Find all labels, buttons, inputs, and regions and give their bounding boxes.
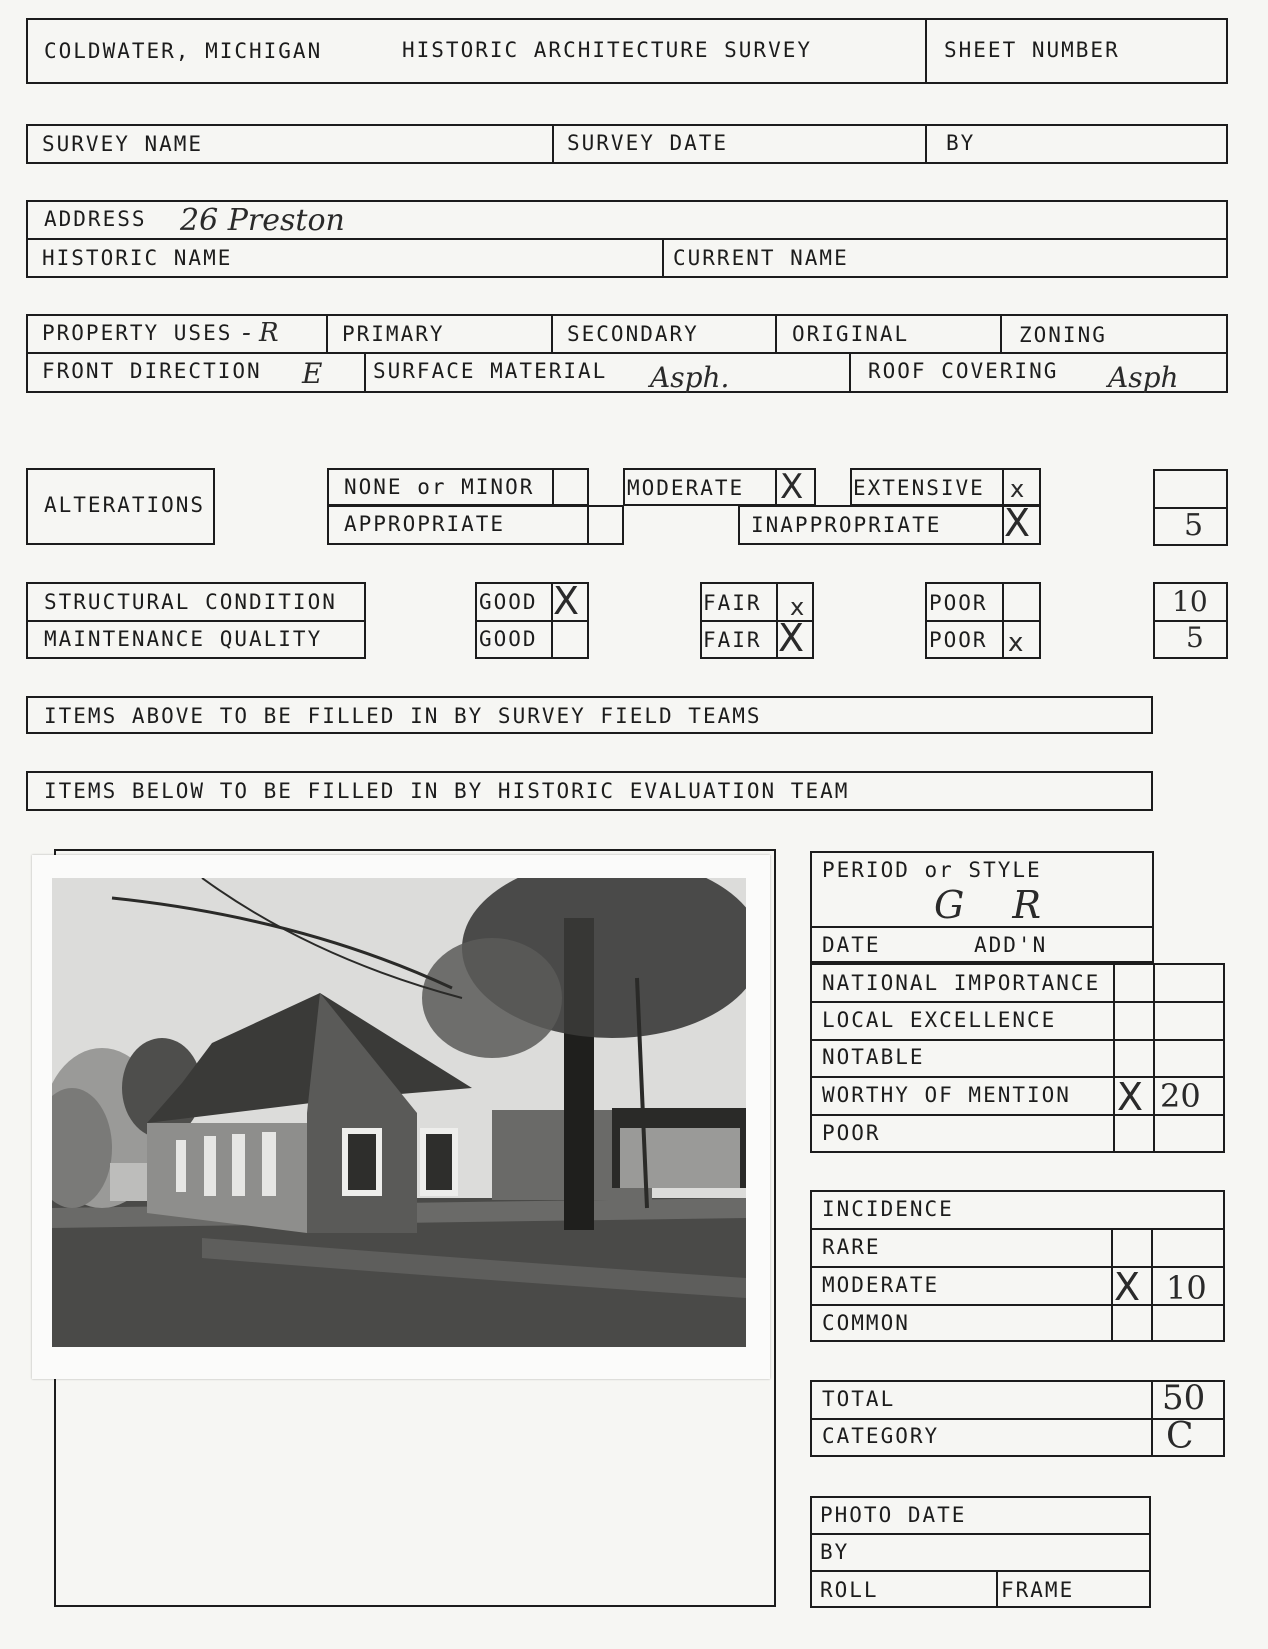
maintenance-fair-mark: X — [778, 616, 805, 660]
survey-divider-1 — [552, 124, 554, 164]
incidence-label: INCIDENCE — [822, 1197, 954, 1221]
structural-fair-label: FAIR — [703, 591, 762, 615]
sheet-number-label: SHEET NUMBER — [944, 38, 1120, 62]
survey-name-label: SURVEY NAME — [42, 132, 204, 156]
totals-col — [1151, 1380, 1153, 1457]
structural-good-label: GOOD — [479, 590, 538, 614]
historic-name-label: HISTORIC NAME — [42, 246, 233, 270]
totals-divider — [810, 1418, 1225, 1420]
items-below-note: ITEMS BELOW TO BE FILLED IN BY HISTORIC EVALUATION TEAM — [44, 779, 850, 803]
maintenance-good-label: GOOD — [479, 627, 538, 651]
address-label: ADDRESS — [44, 207, 147, 231]
city-label: COLDWATER, MICHIGAN — [44, 39, 323, 63]
moderate-mark: X — [780, 467, 804, 507]
condition-label-divider — [26, 620, 366, 622]
primary-label: PRIMARY — [342, 322, 445, 346]
property-col-1 — [326, 314, 328, 352]
maintenance-score: 5 — [1186, 621, 1204, 654]
appropriate-checkbox-divider — [587, 505, 589, 545]
property-col-6 — [849, 352, 851, 393]
maintenance-poor-label: POOR — [929, 628, 988, 652]
maintenance-quality-label: MAINTENANCE QUALITY — [44, 627, 323, 651]
total-label: TOTAL — [822, 1387, 896, 1411]
inappropriate-mark: X — [1004, 501, 1031, 545]
roll-label: ROLL — [820, 1578, 879, 1602]
local-excellence-label: LOCAL EXCELLENCE — [822, 1008, 1057, 1032]
maintenance-fair-label: FAIR — [703, 628, 762, 652]
survey-date-label: SURVEY DATE — [567, 131, 729, 155]
structural-score: 10 — [1172, 585, 1208, 618]
photo-date-label: PHOTO DATE — [820, 1503, 967, 1527]
property-col-2 — [551, 314, 553, 352]
structural-condition-label: STRUCTURAL CONDITION — [44, 590, 337, 614]
property-uses-label: PROPERTY USES — [42, 321, 233, 345]
property-col-5 — [364, 352, 366, 393]
moderate-checkbox-divider — [775, 468, 777, 506]
category-value: C — [1166, 1416, 1194, 1457]
incidence-check-col — [1111, 1228, 1113, 1342]
current-name-label: CURRENT NAME — [673, 246, 849, 270]
incidence-moderate-label: MODERATE — [822, 1273, 940, 1297]
roof-covering-label: ROOF COVERING — [868, 359, 1059, 383]
maintenance-poor-mark: x — [1008, 628, 1024, 658]
property-uses-value: - R — [242, 318, 279, 348]
worthy-of-mention-label: WORTHY OF MENTION — [822, 1083, 1071, 1107]
extensive-label: EXTENSIVE — [853, 476, 985, 500]
none-minor-checkbox-divider — [552, 468, 554, 506]
importance-check-col — [1113, 963, 1115, 1153]
poor-rating-label: POOR — [822, 1121, 881, 1145]
incidence-moderate-score: 10 — [1166, 1269, 1207, 1307]
front-direction-label: FRONT DIRECTION — [42, 359, 262, 383]
property-divider — [26, 352, 1228, 354]
importance-row-2 — [810, 1039, 1225, 1041]
period-label: PERIOD or STYLE — [822, 858, 1042, 882]
address-divider — [26, 238, 1228, 240]
national-importance-label: NATIONAL IMPORTANCE — [822, 971, 1101, 995]
survey-divider-2 — [925, 124, 927, 164]
worthy-mark: X — [1117, 1075, 1144, 1119]
header-divider — [925, 18, 927, 84]
address-value: 26 Preston — [180, 203, 345, 238]
survey-by-label: BY — [946, 131, 976, 155]
roof-covering-value: Asph — [1108, 361, 1179, 394]
incidence-moderate-mark: X — [1114, 1265, 1141, 1309]
addn-label: ADD'N — [974, 933, 1048, 957]
surface-material-label: SURFACE MATERIAL — [373, 359, 608, 383]
incidence-score-col — [1151, 1228, 1153, 1342]
appropriate-label: APPROPRIATE — [344, 512, 506, 536]
structural-fair-mark: x — [790, 593, 805, 621]
form-title: HISTORIC ARCHITECTURE SURVEY — [402, 38, 813, 62]
house-photo — [52, 878, 746, 1347]
frame-label: FRAME — [1001, 1578, 1075, 1602]
none-minor-label: NONE or MINOR — [344, 475, 535, 499]
structural-poor-label: POOR — [929, 591, 988, 615]
property-col-3 — [775, 314, 777, 352]
incidence-row-2 — [810, 1304, 1225, 1306]
name-divider — [662, 238, 664, 278]
common-label: COMMON — [822, 1311, 910, 1335]
category-label: CATEGORY — [822, 1424, 940, 1448]
alterations-score: 5 — [1184, 508, 1204, 543]
incidence-header-divider — [810, 1228, 1225, 1230]
poor-checkbox-divider — [1002, 582, 1004, 659]
total-value: 50 — [1162, 1378, 1206, 1418]
moderate-label: MODERATE — [627, 476, 745, 500]
photo-info-row-1 — [810, 1533, 1151, 1535]
worthy-score: 20 — [1160, 1077, 1201, 1115]
items-above-note: ITEMS ABOVE TO BE FILLED IN BY SURVEY FIELD TEAMS — [44, 704, 762, 728]
photo-by-label: BY — [820, 1540, 850, 1564]
poor-divider — [925, 620, 1041, 622]
period-value: G R — [934, 883, 1060, 927]
surface-material-value: Asph. — [650, 361, 730, 394]
front-direction-value: E — [302, 357, 323, 390]
importance-row-1 — [810, 1001, 1225, 1003]
zoning-label: ZONING — [1019, 323, 1107, 347]
rare-label: RARE — [822, 1235, 881, 1259]
notable-label: NOTABLE — [822, 1045, 925, 1069]
importance-score-col — [1153, 963, 1155, 1153]
photo-info-row-2 — [810, 1570, 1151, 1572]
extensive-mark: x — [1010, 475, 1025, 503]
property-col-4 — [1000, 314, 1002, 352]
inappropriate-label: INAPPROPRIATE — [751, 513, 942, 537]
date-label: DATE — [822, 933, 881, 957]
secondary-label: SECONDARY — [567, 322, 699, 346]
incidence-row-1 — [810, 1266, 1225, 1268]
photo-info-col — [996, 1570, 998, 1608]
alterations-label: ALTERATIONS — [44, 493, 206, 517]
structural-good-mark: X — [553, 579, 580, 623]
original-label: ORIGINAL — [792, 322, 910, 346]
